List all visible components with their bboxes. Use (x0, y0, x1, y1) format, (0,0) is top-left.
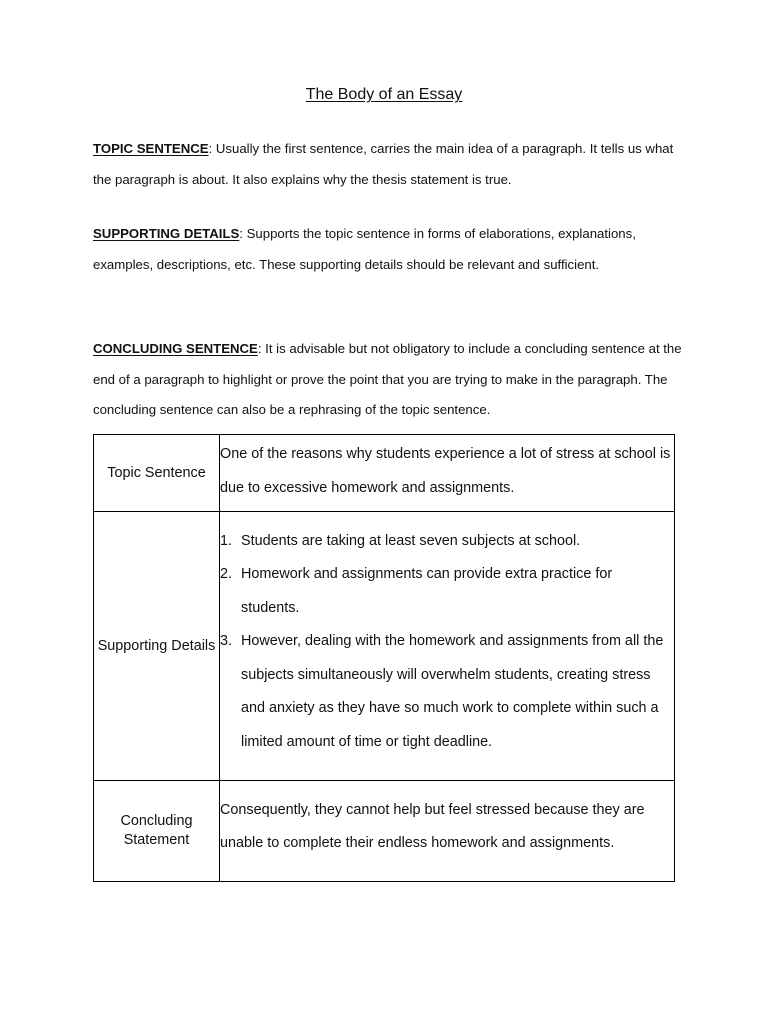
definition-term: SUPPORTING DETAILS (93, 226, 240, 241)
list-item-number: 2. (220, 566, 233, 583)
definition-text: : Usually the first sentence, carries the main idea of a paragraph. It tells us what the paragraph is about. It also explains why the thesis statement is true. (93, 141, 674, 187)
table-row-topic-sentence (94, 435, 675, 512)
row-content-topic-sentence (220, 435, 675, 512)
concluding-statement-text: Consequently, they cannot help but feel stressed because they are unable to complete their endless homework and assignments. (220, 801, 645, 851)
topic-sentence-text: One of the reasons why students experience a lot of stress at school is due to excessive homework and assignments. (220, 446, 671, 496)
list-item-text: Homework and assignments can provide extra practice for students. (241, 566, 613, 616)
row-label-concluding-statement: Concluding Statement (94, 781, 220, 882)
row-label-topic-sentence: Topic Sentence (94, 435, 220, 512)
definition-concluding-sentence (93, 334, 683, 426)
list-item-text: However, dealing with the homework and assignments from all the subjects simultaneously will overwhelm students, creating stress and anxiety as they have so much work to complete within such a limited amount of time or tight deadline. (241, 633, 664, 750)
list-item (220, 625, 674, 759)
row-label-supporting-details: Supporting Details (94, 512, 220, 781)
row-content-supporting-details (220, 512, 675, 781)
supporting-details-list (220, 525, 674, 760)
list-item-text: Students are taking at least seven subjects at school. (241, 532, 581, 549)
definition-term: CONCLUDING SENTENCE (93, 341, 258, 356)
list-item (220, 525, 674, 559)
table-row-supporting-details (94, 512, 675, 781)
table-row-concluding-statement (94, 781, 675, 882)
row-content-concluding-statement (220, 781, 675, 882)
list-item (220, 558, 674, 625)
definition-topic-sentence (93, 134, 683, 195)
definition-term: TOPIC SENTENCE (93, 141, 209, 156)
definition-text: : Supports the topic sentence in forms of elaborations, explanations, examples, descriptions, etc. These supporting details should be relevant and sufficient. (93, 226, 636, 272)
definition-supporting-details (93, 219, 683, 280)
definition-text: : It is advisable but not obligatory to include a concluding sentence at the end of a paragraph to highlight or prove the point that you are trying to make in the paragraph. The concluding sentence can also be a rephrasing of the topic sentence. (93, 341, 682, 418)
list-item-number: 1. (220, 532, 233, 549)
list-item-number: 3. (220, 633, 233, 650)
paragraph-example-table (93, 434, 675, 882)
page-title: The Body of an Essay (305, 86, 463, 103)
